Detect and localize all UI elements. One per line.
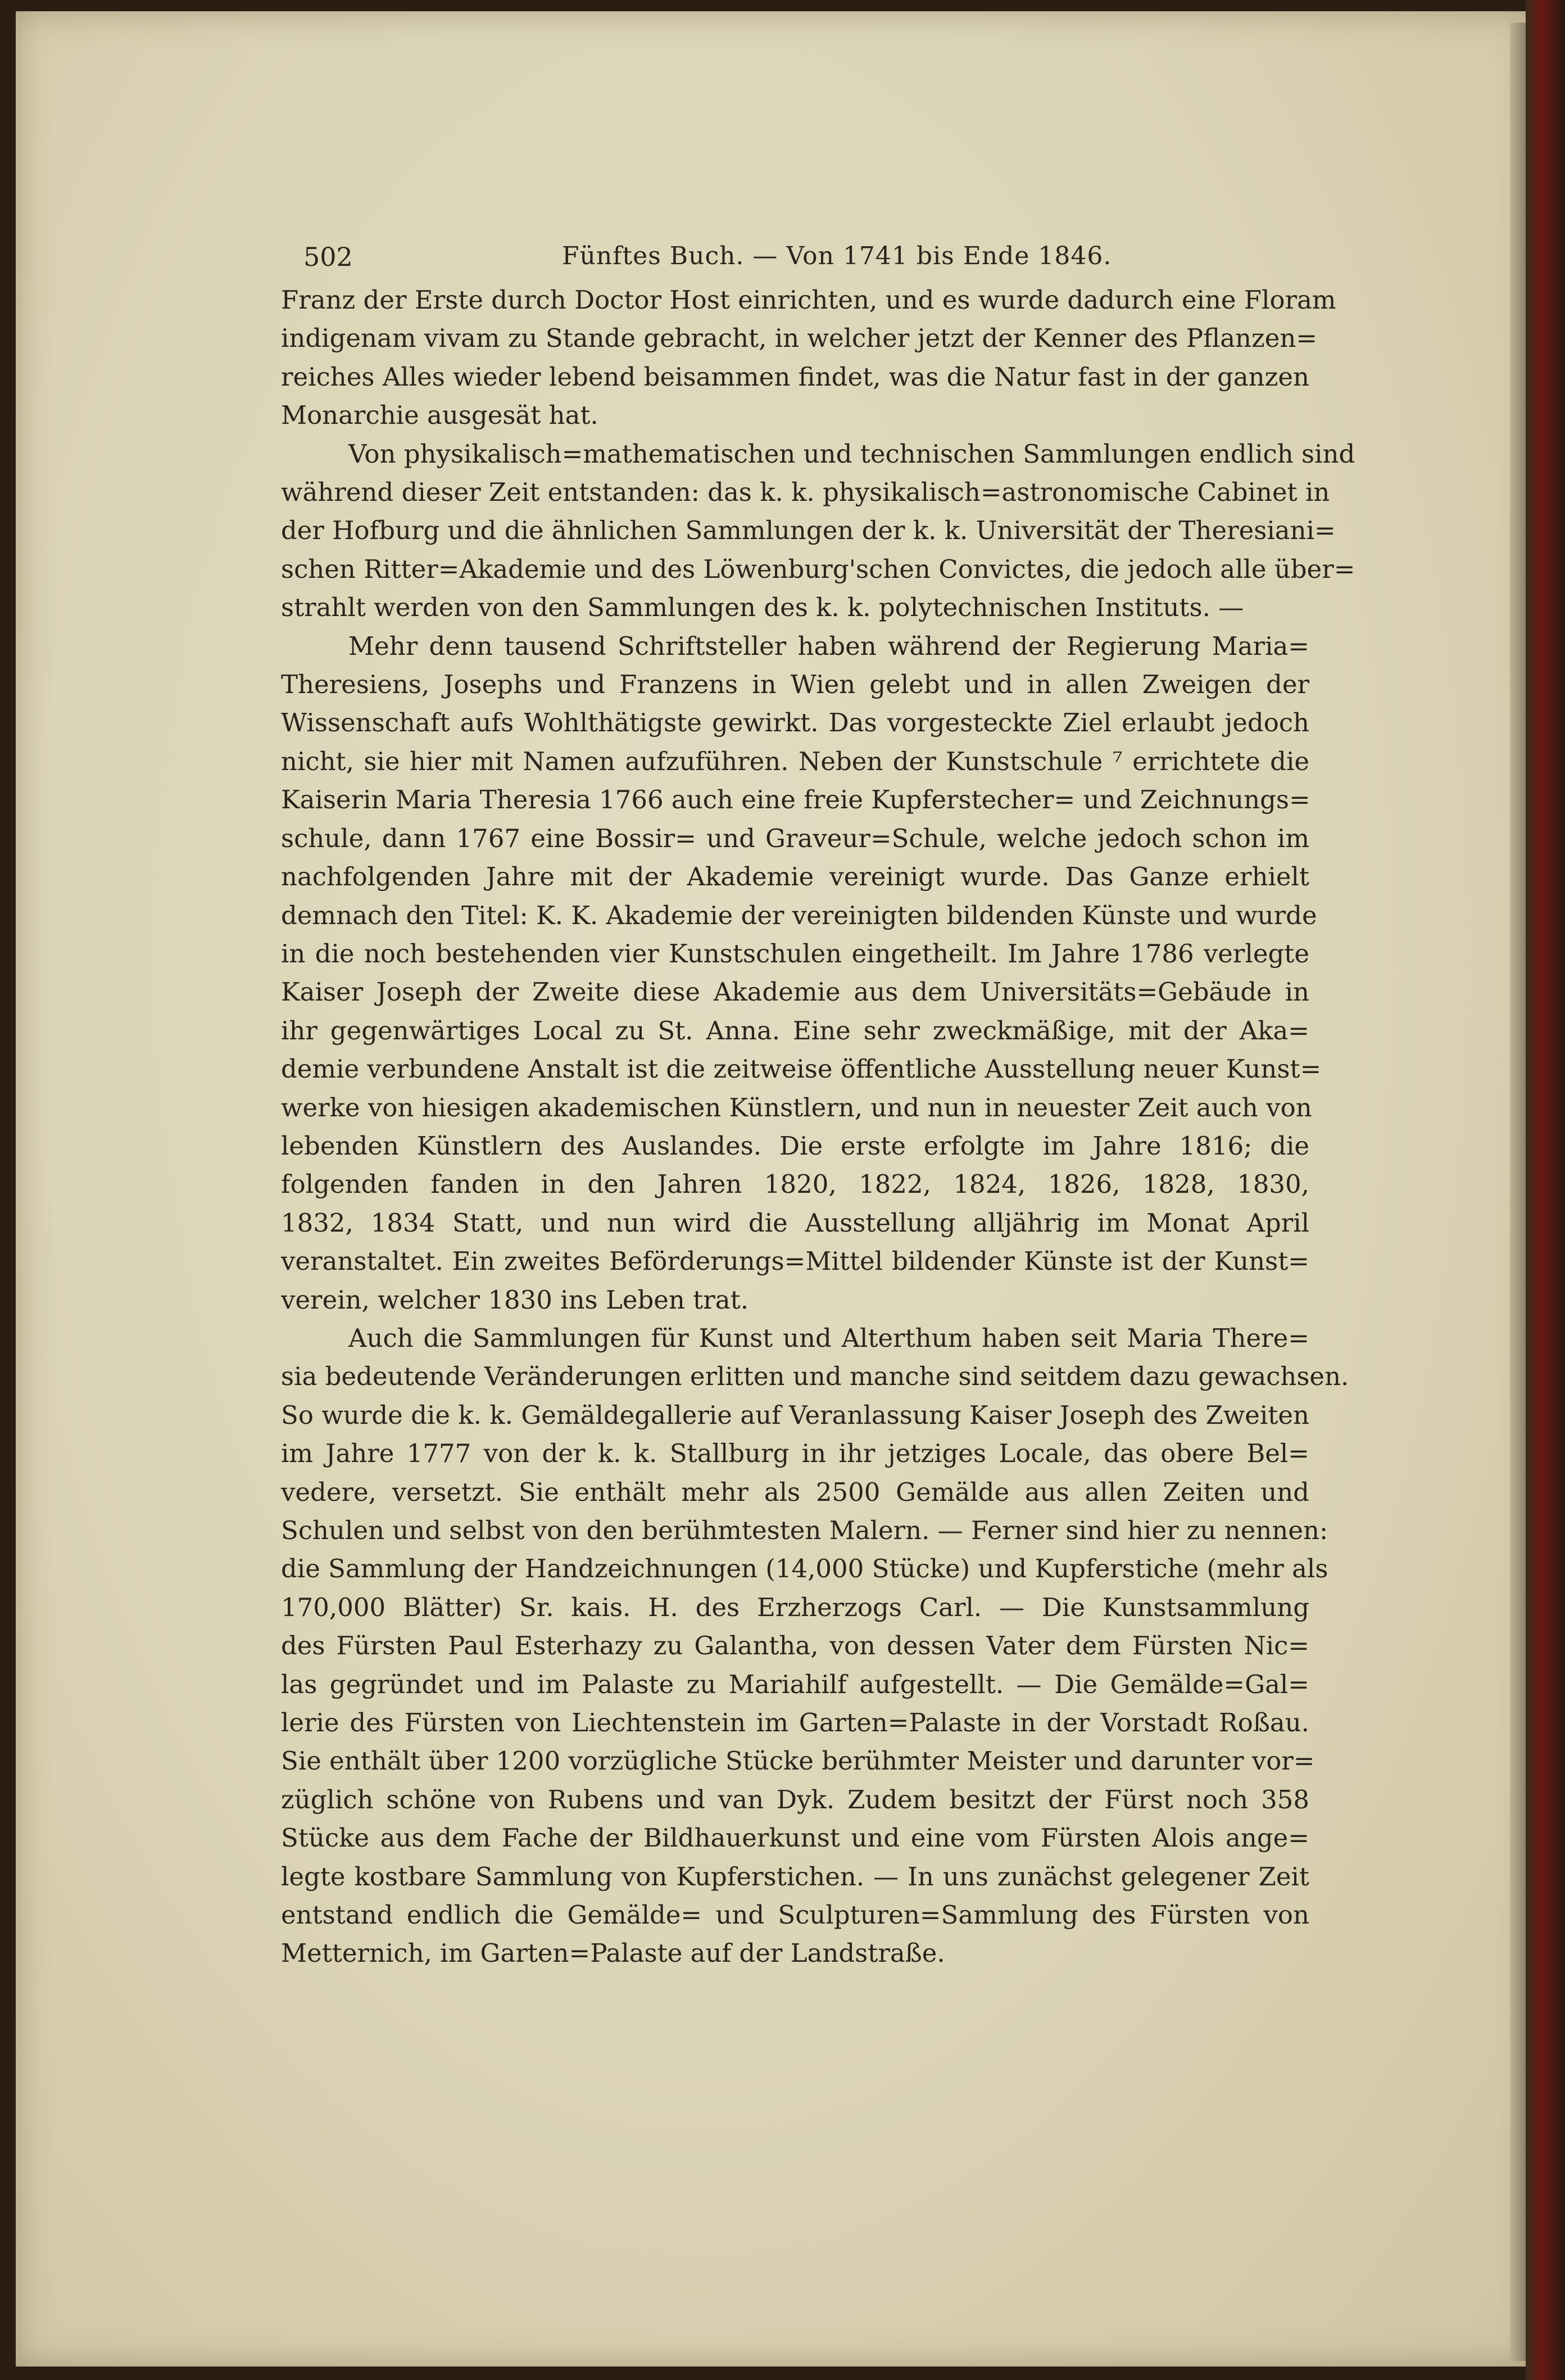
paragraph: [281, 627, 1322, 1319]
text-line: Mehr denn tausend Schriftsteller haben während der Regierung Maria=: [348, 631, 1309, 661]
text-line: 1832, 1834 Statt, und nun wird die Ausstellung alljährig im Monat April: [281, 1207, 1309, 1238]
running-head: Fünftes Buch. — Von 1741 bis Ende 1846.: [562, 242, 1112, 270]
text-line: nachfolgenden Jahre mit der Akademie vereinigt wurde. Das Ganze erhielt: [281, 862, 1309, 892]
text-line: las gegründet und im Palaste zu Mariahilf aufgestellt. — Die Gemälde=Gal=: [281, 1669, 1309, 1699]
text-line: veranstaltet. Ein zweites Beförderungs=Mittel bildender Künste ist der Kunst=: [281, 1246, 1309, 1277]
text-line: verein, welcher 1830 ins Leben trat.: [281, 1284, 749, 1315]
text-line: schen Ritter=Akademie und des Löwenburg'schen Convictes, die jedoch alle über=: [281, 554, 1355, 584]
text-line: indigenam vivam zu Stande gebracht, in welcher jetzt der Kenner des Pflanzen=: [281, 323, 1318, 354]
text-line: werke von hiesigen akademischen Künstlern, und nun in neuester Zeit auch von: [281, 1092, 1312, 1123]
page-number: 502: [303, 242, 353, 272]
text-line: im Jahre 1777 von der k. k. Stallburg in ihr jetziges Locale, das obere Bel=: [281, 1438, 1309, 1469]
text-line: demie verbundene Anstalt ist die zeitweise öffentliche Ausstellung neuer Kunst=: [281, 1054, 1322, 1084]
text-line: die Sammlung der Handzeichnungen (14,000 Stücke) und Kupferstiche (mehr als: [281, 1554, 1328, 1584]
paragraph: [281, 1319, 1349, 1973]
text-line: entstand endlich die Gemälde= und Sculpturen=Sammlung des Fürsten von: [281, 1900, 1309, 1930]
book-spine: [1526, 0, 1565, 2380]
text-line: des Fürsten Paul Esterhazy zu Galantha, von dessen Vater dem Fürsten Nic=: [281, 1631, 1309, 1661]
text-line: Kaiser Joseph der Zweite diese Akademie aus dem Universitäts=Gebäude in: [281, 977, 1309, 1007]
text-line: Wissenschaft aufs Wohlthätigste gewirkt. Das vorgesteckte Ziel erlaubt jedoch: [281, 708, 1309, 738]
text-line: lebenden Künstlern des Auslandes. Die erste erfolgte im Jahre 1816; die: [281, 1130, 1309, 1161]
text-line: in die noch bestehenden vier Kunstschulen eingetheilt. Im Jahre 1786 verlegte: [281, 938, 1309, 969]
text-line: Sie enthält über 1200 vorzügliche Stücke berühmter Meister und darunter vor=: [281, 1746, 1315, 1776]
text-line: Auch die Sammlungen für Kunst und Alterthum haben seit Maria There=: [348, 1323, 1309, 1353]
text-line: schule, dann 1767 eine Bossir= und Graveur=Schule, welche jedoch schon im: [281, 823, 1309, 853]
text-line: der Hofburg und die ähnlichen Sammlungen der k. k. Universität der Theresiani=: [281, 515, 1336, 546]
text-line: Kaiserin Maria Theresia 1766 auch eine freie Kupferstecher= und Zeichnungs=: [281, 785, 1310, 815]
text-line: vedere, versetzt. Sie enthält mehr als 2500 Gemälde aus allen Zeiten und: [281, 1477, 1309, 1507]
text-line: ihr gegenwärtiges Local zu St. Anna. Eine sehr zweckmäßige, mit der Aka=: [281, 1015, 1309, 1046]
text-line: züglich schöne von Rubens und van Dyk. Zudem besitzt der Fürst noch 358: [281, 1784, 1309, 1815]
page-edge: [1510, 22, 1526, 2361]
page-header: [303, 242, 1315, 281]
paragraph: [281, 281, 1336, 435]
body-text: [281, 281, 1355, 1973]
text-line: 170,000 Blätter) Sr. kais. H. des Erzherzogs Carl. — Die Kunstsammlung: [281, 1592, 1309, 1622]
text-line: reiches Alles wieder lebend beisammen findet, was die Natur fast in der ganzen: [281, 361, 1309, 392]
text-line: demnach den Titel: K. K. Akademie der vereinigten bildenden Künste und wurde: [281, 900, 1317, 930]
text-line: strahlt werden von den Sammlungen des k. k. polytechnischen Instituts. —: [281, 592, 1244, 623]
text-line: sia bedeutende Veränderungen erlitten und manche sind seitdem dazu gewachsen.: [281, 1361, 1349, 1392]
text-line: Von physikalisch=mathematischen und technischen Sammlungen endlich sind: [348, 438, 1355, 469]
text-line: nicht, sie hier mit Namen aufzuführen. Neben der Kunstschule ⁷ errichtete die: [281, 746, 1309, 776]
text-line: Franz der Erste durch Doctor Host einrichten, und es wurde dadurch eine Floram: [281, 285, 1336, 315]
text-line: folgenden fanden in den Jahren 1820, 1822, 1824, 1826, 1828, 1830,: [281, 1169, 1309, 1200]
text-line: lerie des Fürsten von Liechtenstein im Garten=Palaste in der Vorstadt Roßau.: [281, 1708, 1309, 1738]
text-line: Monarchie ausgesät hat.: [281, 400, 598, 431]
text-line: Schulen und selbst von den berühmtesten Malern. — Ferner sind hier zu nennen:: [281, 1515, 1328, 1545]
text-line: legte kostbare Sammlung von Kupferstichen. — In uns zunächst gelegener Zeit: [281, 1861, 1309, 1892]
paragraph: [281, 435, 1355, 627]
text-line: Theresiens, Josephs und Franzens in Wien gelebt und in allen Zweigen der: [281, 669, 1309, 700]
text-line: Stücke aus dem Fache der Bildhauerkunst und eine vom Fürsten Alois ange=: [281, 1823, 1309, 1853]
text-line: Metternich, im Garten=Palaste auf der Landstraße.: [281, 1938, 945, 1969]
text-line: während dieser Zeit entstanden: das k. k. physikalisch=astronomische Cabinet in: [281, 477, 1330, 508]
text-line: So wurde die k. k. Gemäldegallerie auf Veranlassung Kaiser Joseph des Zweiten: [281, 1400, 1309, 1430]
